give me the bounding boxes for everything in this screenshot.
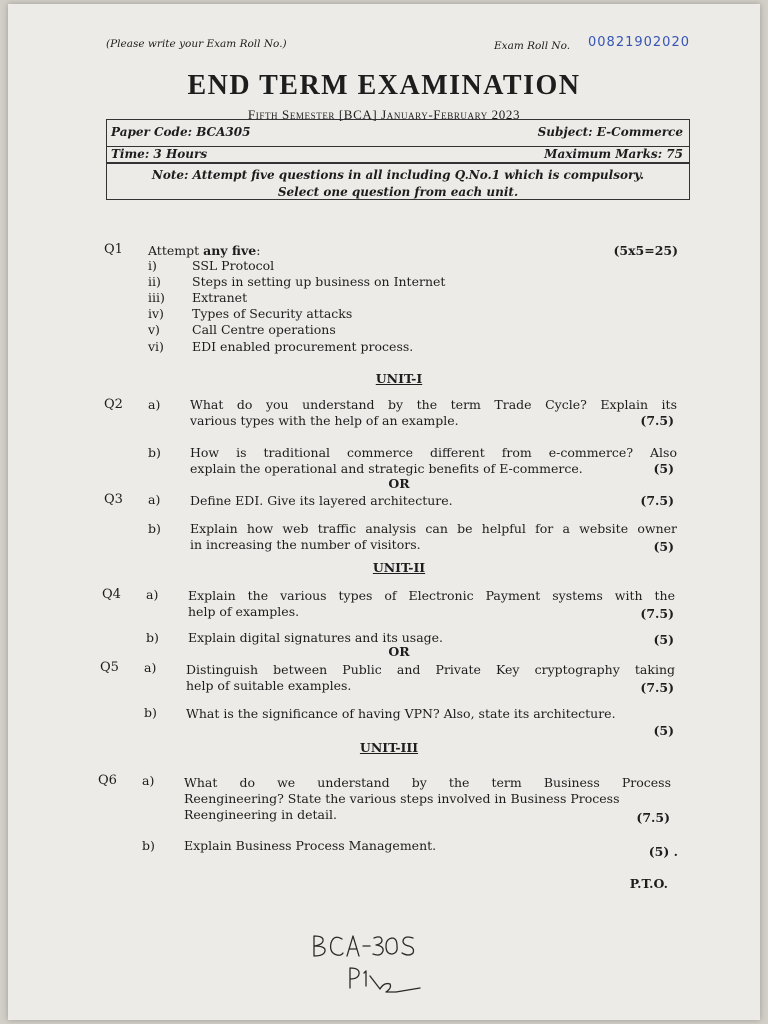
q5a-marks: (7.5) [640,680,674,695]
q2b-line2: explain the operational and strategic benefits of E-commerce. [190,461,583,476]
q6a-line1: What do we understand by the term Business Process [184,775,671,790]
exam-subtitle: Fifth Semester [BCA] January-February 2023 [247,107,521,122]
q5a-label: a) [144,660,157,675]
q3b-label: b) [148,521,161,536]
q3b-line2: in increasing the number of visitors. [190,537,421,552]
q1-item-idx: i) [148,258,157,273]
note-line-2: Select one question from each unit. [277,185,519,199]
note-line-1: Note: Attempt five questions in all including Q.No.1 which is compulsory. [151,168,645,182]
max-marks: Maximum Marks: 75 [544,147,683,161]
q5a-line1: Distinguish between Public and Private Key cryptography taking [186,662,675,677]
handwritten-annotation-icon [304,926,444,1006]
subject: Subject: E-Commerce [537,125,683,139]
exam-paper [8,4,760,1020]
q1-item-idx: iv) [148,306,164,321]
q3b-marks: (5) [653,539,674,554]
handwritten-page-text [8,4,9,5]
q1-intro [148,243,260,259]
q3-number: Q3 [104,492,123,507]
q1-marks: (5x5=25) [613,243,678,258]
q3a-label: a) [148,492,161,507]
q4b-marks: (5) [653,632,674,647]
q6a-label: a) [142,773,155,788]
q1-item-text: Call Centre operations [192,322,336,337]
q1-intro-bold: any five [203,243,257,258]
q1-item-idx: v) [148,322,160,337]
q1-item-idx: iii) [148,290,165,305]
q2a-marks: (7.5) [640,413,674,428]
q2b-line1: How is traditional commerce different from e-commerce? Also [190,445,677,460]
q2a-line2: various types with the help of an example. [190,413,459,428]
or-separator: OR [388,476,410,491]
q4a-line1: Explain the various types of Electronic Payment systems with the [188,588,675,603]
handwritten-code-text [8,4,9,5]
time: Time: 3 Hours [111,147,208,161]
q1-item-text: Extranet [192,290,248,305]
q2a-line1: What do you understand by the term Trade Cycle? Explain its [190,397,677,412]
pto-label: P.T.O. [629,876,668,891]
q4-number: Q4 [102,587,121,602]
q5b-label: b) [144,705,157,720]
q5b-marks: (5) [653,723,674,738]
q2b-marks: (5) [653,461,674,476]
q1-item-text: Types of Security attacks [192,306,353,321]
q5a-line2: help of suitable examples. [186,678,352,693]
q4a-label: a) [146,587,159,602]
q6-number: Q6 [98,773,117,788]
q6b-label: b) [142,838,155,853]
unit-heading: UNIT-III [359,740,419,755]
q3a-marks: (7.5) [640,493,674,508]
q4a-line2: help of examples. [188,604,300,619]
unit-heading: UNIT-II [372,560,426,575]
q2-number: Q2 [104,397,123,412]
time-marks-row [106,147,690,163]
q5-number: Q5 [100,660,119,675]
q1-intro-suffix: : [256,243,261,258]
q6a-marks: (7.5) [636,810,670,825]
q1-intro-prefix: Attempt [148,243,204,258]
roll-number-handwritten: 00821902020 [588,35,690,50]
q6a-line2: Reengineering? State the various steps involved in Business Process [184,791,620,806]
q1-item-idx: ii) [148,274,161,289]
q5b-line1: What is the significance of having VPN? Also, state its architecture. [186,706,616,721]
q6b-line1: Explain Business Process Management. [184,838,437,853]
note-box [106,163,690,200]
q2b-label: b) [148,445,161,460]
q1-item-idx: vi) [148,339,164,354]
q2a-label: a) [148,397,161,412]
q3b-line1: Explain how web traffic analysis can be helpful for a website owner [190,521,677,536]
q1-item-text: Steps in setting up business on Internet [192,274,446,289]
roll-label: Exam Roll No. [494,40,571,52]
unit-heading: UNIT-I [375,371,423,386]
q1-item-text: EDI enabled procurement process. [192,339,414,354]
q4b-line1: Explain digital signatures and its usage. [188,630,444,645]
roll-prompt: (Please write your Exam Roll No.) [106,38,287,50]
q4a-marks: (7.5) [640,606,674,621]
q1-item-text: SSL Protocol [192,258,275,273]
exam-title: END TERM EXAMINATION [187,70,581,101]
q3a-line1: Define EDI. Give its layered architecture. [190,493,453,508]
q6b-marks: (5) . [648,844,678,859]
q4b-label: b) [146,630,159,645]
paper-info-box [106,119,690,147]
q1-number: Q1 [104,242,123,257]
paper-code: Paper Code: BCA305 [111,125,251,139]
or-separator: OR [388,644,410,659]
q6a-line3: Reengineering in detail. [184,807,337,822]
